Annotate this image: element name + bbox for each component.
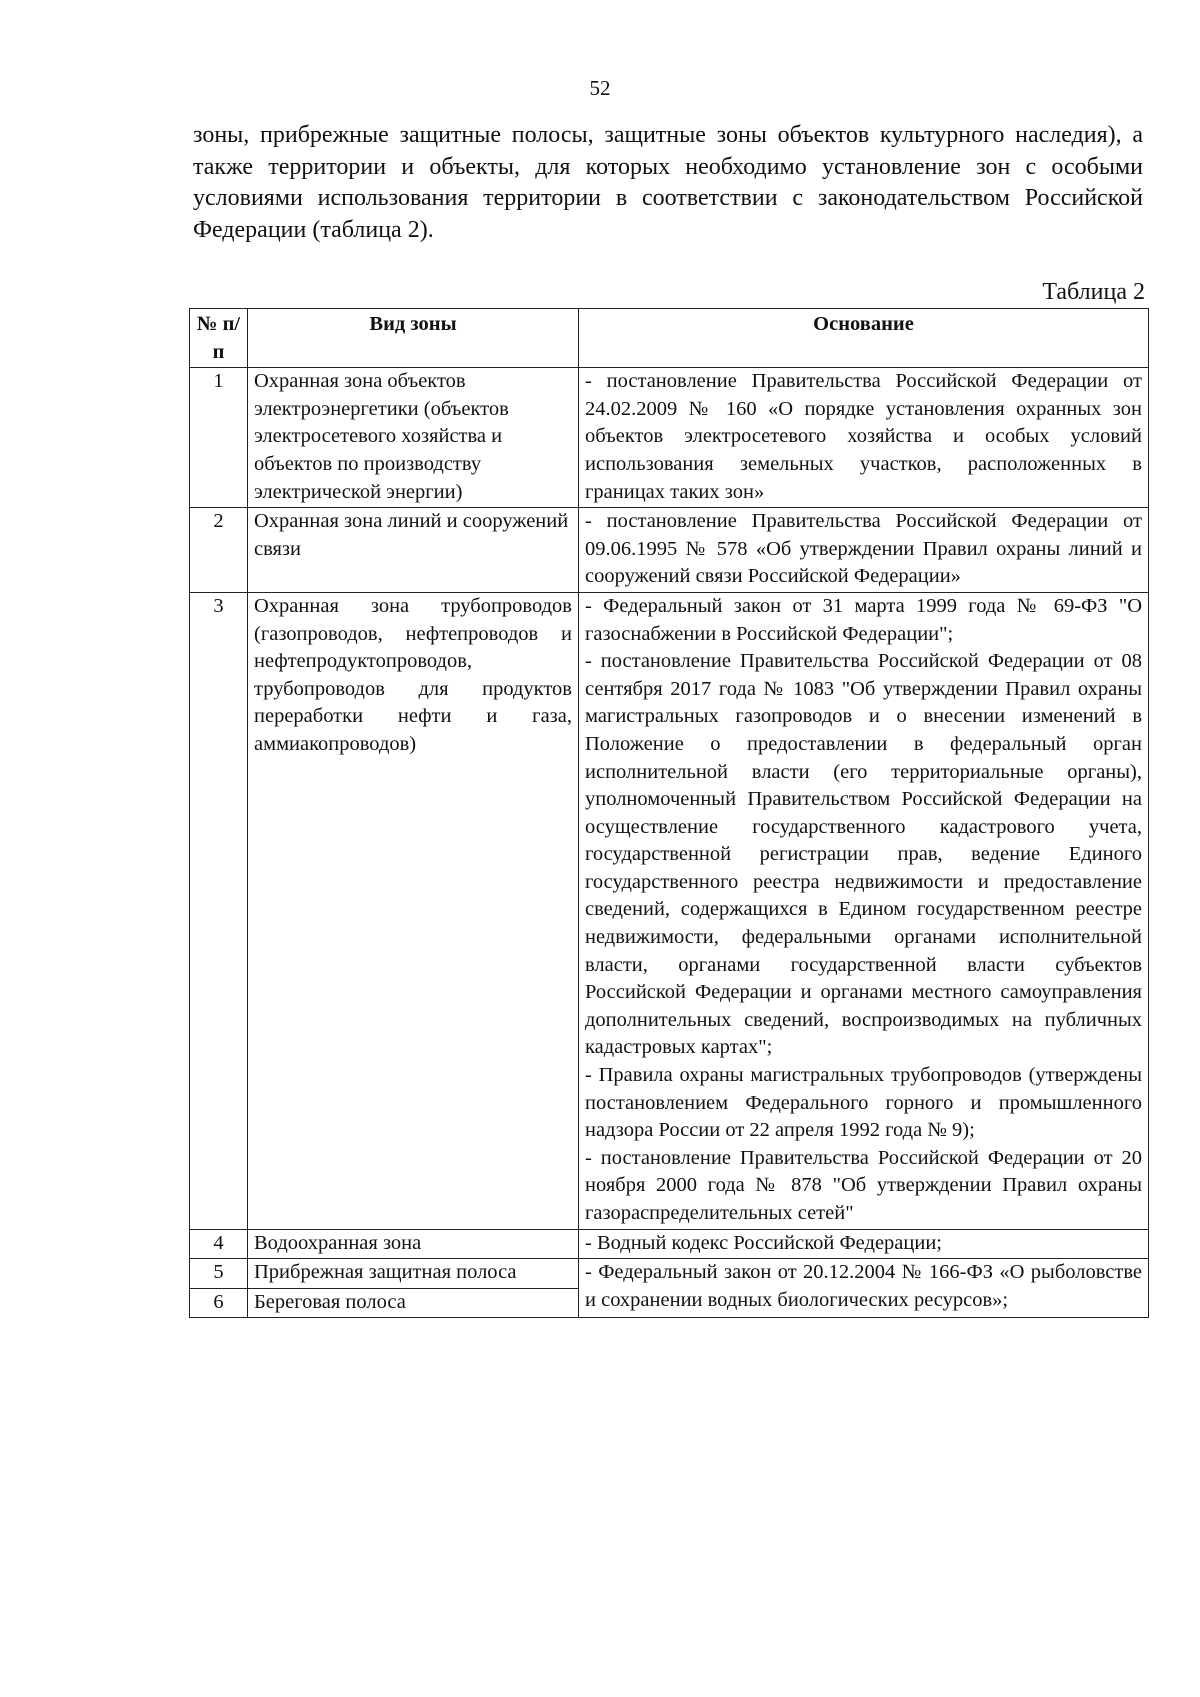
row-number: 4 — [190, 1229, 248, 1259]
zone-type-cell: Охранная зона трубопроводов (газопроводов, нефтепроводов и нефтепродуктопроводов, трубопроводов для продуктов переработки нефти и газа, аммиакопроводов) — [248, 592, 579, 1229]
basis-item: - Правила охраны магистральных трубопроводов (утверждены постановлением Федерального горного и промышленного надзора России от 22 апреля 1992 года № 9); — [585, 1064, 1142, 1142]
row-number: 3 — [190, 592, 248, 1229]
zones-table — [189, 308, 1149, 1318]
table-header-row — [190, 309, 1149, 368]
table-body — [190, 368, 1149, 1318]
zone-type-cell: Береговая полоса — [248, 1288, 579, 1318]
intro-paragraph: зоны, прибрежные защитные полосы, защитные зоны объектов культурного наследия), а также территории и объекты, для которых необходимо установление зон с особыми условиями использования территории в соответствии с законодательством Российской Федерации (таблица 2). — [193, 122, 1143, 243]
zone-type-cell: Охранная зона объектов электроэнергетики (объектов электросетевого хозяйства и объектов по производству электрической энергии) — [248, 368, 579, 508]
table-row — [190, 1229, 1149, 1259]
basis-cell — [579, 1259, 1149, 1318]
basis-item: - постановление Правительства Российской Федерации от 20 ноября 2000 года № 878 "Об утверждении Правил охраны газораспределительных сетей" — [585, 1146, 1142, 1224]
header-number: № п/п — [190, 309, 248, 368]
table-caption: Таблица 2 — [1042, 279, 1145, 305]
header-basis: Основание — [579, 309, 1149, 368]
zone-type-cell: Водоохранная зона — [248, 1229, 579, 1259]
basis-cell — [579, 508, 1149, 593]
basis-item: - постановление Правительства Российской Федерации от 24.02.2009 № 160 «О порядке установления охранных зон объектов электросетевого хозяйства и особых условий использования земельных участков, расположенных в границах таких зон» — [585, 370, 1142, 503]
basis-cell — [579, 368, 1149, 508]
table-row — [190, 592, 1149, 1229]
row-number: 2 — [190, 508, 248, 593]
row-number: 5 — [190, 1259, 248, 1289]
header-zone-type: Вид зоны — [248, 309, 579, 368]
basis-cell — [579, 1229, 1149, 1259]
basis-item: - Водный кодекс Российской Федерации; — [585, 1231, 942, 1254]
table-row — [190, 368, 1149, 508]
basis-cell — [579, 592, 1149, 1229]
table-row — [190, 1259, 1149, 1289]
table-row — [190, 508, 1149, 593]
zone-type-cell: Прибрежная защитная полоса — [248, 1259, 579, 1289]
zone-type-cell: Охранная зона линий и сооружений связи — [248, 508, 579, 593]
page-number: 52 — [589, 76, 611, 100]
basis-item: - постановление Правительства Российской Федерации от 08 сентября 2017 года № 1083 "Об утверждении Правил охраны магистральных газопроводов и о внесении изменений в Положение о предоставлении в федеральный орган исполнительной власти (его территориальные органы), уполномоченный Правительством Российской Федерации на осуществление государственного кадастрового учета, государственной регистрации прав, ведение Единого государственного реестра недвижимости и предоставление сведений, содержащихся в Едином государственном реестре недвижимости, федеральными органами исполнительной власти, органами государственной власти субъектов Российской Федерации и органами местного самоуправления дополнительных сведений, воспроизводимых на публичных кадастровых картах"; — [585, 650, 1142, 1059]
basis-item: - Федеральный закон от 31 марта 1999 года № 69-ФЗ "О газоснабжении в Российской Федерации"; — [585, 594, 1142, 645]
row-number: 1 — [190, 368, 248, 508]
basis-item: - постановление Правительства Российской Федерации от 09.06.1995 № 578 «Об утверждении Правил охраны линий и сооружений связи Российской Федерации» — [585, 510, 1142, 588]
table-header — [190, 309, 1149, 368]
row-number: 6 — [190, 1288, 248, 1318]
basis-item: - Федеральный закон от 20.12.2004 № 166-ФЗ «О рыболовстве и сохранении водных биологических ресурсов»; — [585, 1261, 1142, 1311]
